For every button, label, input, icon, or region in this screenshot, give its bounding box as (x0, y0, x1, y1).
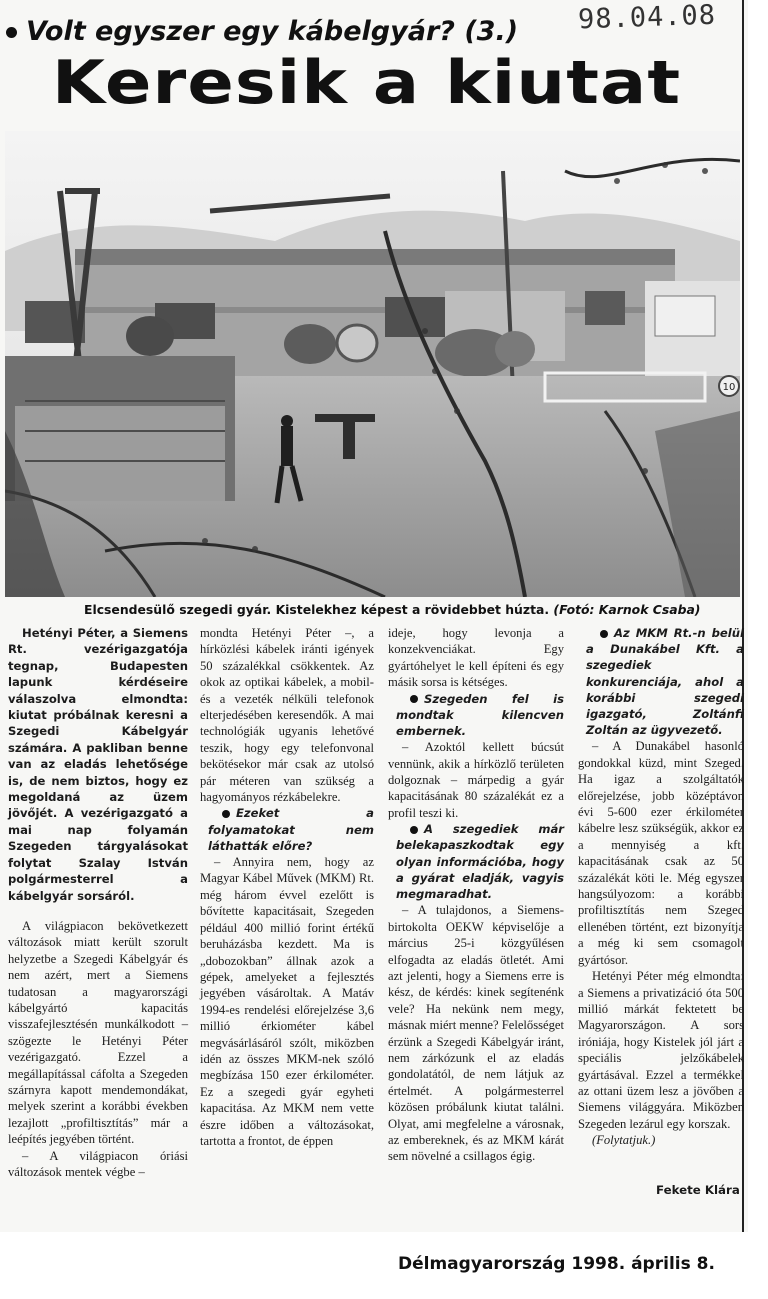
photo-credit: (Fotó: Karnok Csaba) (553, 602, 701, 617)
paragraph: – A világpiacon óriási változások mentek végbe – (8, 1148, 188, 1179)
bullet-icon (410, 826, 418, 834)
headline: Keresik a kiutat (52, 48, 682, 118)
paragraph: mondta Hetényi Péter –, a hírközlési kábelek iránti igények 50 százalékkal csökkentek. Az okok az optikai kábelek, a mobil- és a vezeték nélküli telefonok elterjedésében keresendők. A mai technológiák ugyanis lehetővé teszik, hogy egy telefonvonal bekötésekor már csak az utolsó pár méteren van szükség a hagyományos rézkábelekre. (200, 626, 374, 805)
article-column-3 (388, 625, 564, 1165)
paragraph: ideje, hogy levonja a konzekvenciákat. Egy gyártóhelyet le kell építeni és egy másik sorsa is kétséges. (388, 626, 564, 690)
factory-photo (5, 131, 740, 597)
article-column-1 (8, 625, 188, 1180)
handwritten-date: 98.04.08 (577, 0, 717, 36)
speed-sign-number: 10 (722, 382, 736, 393)
question-text: A szegediek már belekapaszkodtak egy olyan információba, hogy a gyárat eladják, vagyis megmaradhat. (396, 822, 564, 902)
article-column-2 (200, 625, 374, 1149)
paragraph: Hetényi Péter még elmondta: a Siemens a privatizáció óta 500 millió márkát fektetett be Magyarországon. A sors iróniája, hogy Kistelek jól járt a speciális jelzőkábelek gyártásával. Ezzel a termékkel az ottani üzem lesz a jövőben a Siemens világgyára. Miközben Szegeden lezárul egy korszak. (578, 969, 744, 1131)
question (578, 625, 744, 738)
factory-photo-image (5, 131, 740, 597)
question (388, 691, 564, 740)
kicker (6, 16, 518, 47)
author-byline: Fekete Klára (656, 1183, 740, 1197)
bullet-icon (410, 695, 418, 703)
article-lead: Hetényi Péter, a Siemens Rt. vezérigazgatója tegnap, Budapesten lapunk kérdéseire válaszolva elmondta: kiutat próbálnak keresni a Szegedi Kábelgyár számára. A pakliban benne van az eladás lehetősége is, de nem biztos, hogy ez megoldaná az üzem jövőjét. A vezérigazgató a mai nap folyamán Szegeden tárgyalásokat folytat Szalay István polgármesterrel a kábelgyár sorsáról. (8, 626, 188, 903)
question-text: Szegeden fel is mondtak kilencven embernek. (396, 691, 564, 739)
photo-caption (84, 602, 700, 617)
paragraph: A világpiacon bekövetkezett változások miatt került szorult helyzetbe a Szegedi Kábelgyár és nem azért, mert a Siemens tudatosan a magyarországi kábelgyártó kapacitás visszafejlesztésén munkálkodott – szögezte le Hetényi Péter vezérigazgató. Ezzel a megállapítással cáfolta a Szegeden szárnyra kapott mendemondákat, melyek szerint a korábbi években lezajlott „profiltisztítás” már a leépítés jegyében történt. (8, 918, 188, 1147)
continued-note: (Folytatjuk.) (592, 1133, 656, 1148)
paragraph: – Azoktól kellett búcsút vennünk, akik a hírközlő területen dolgoznak – márpedig a gyár kapacitásának 80 százalékát ez a profil teszi ki. (388, 740, 564, 820)
paragraph: – A tulajdonos, a Siemens-birtokolta OEKW képviselője a március 25-i közgyűlésen elfogadta az eladás ötletét. Ami azt jelenti, hogy a Siemens erre is kész, de kérdés: kinek segítenénk vele? Ha nekünk nem megy, másnak miért menne? Felelősséget érzünk a Szegedi Kábelgyár iránt, nem zárkózunk el az eladás gondolatától, de nem látjuk az értelmét. A polgármesterrel közösen próbálunk kiutat találni. Olyat, ami megfelelne a városnak, az embereknek, és az MKM kárát sem növelné a csillagos égig. (388, 903, 564, 1164)
question-text: Az MKM Rt.-n belül a Dunakábel Kft. a szegediek konkurenciája, ahol a korábbi szegedi igazgató, Zoltánfi Zoltán az ügyvezető. (586, 626, 744, 738)
bullet-icon (6, 27, 17, 38)
bullet-icon (600, 630, 608, 638)
source-line: Délmagyarország 1998. április 8. (398, 1254, 715, 1274)
question-text: Ezeket a folyamatokat nem láthatták előre? (208, 806, 374, 853)
article-column-4 (578, 625, 744, 1149)
caption-text: Elcsendesülő szegedi gyár. Kistelekhez képest a rövidebbet húzta. (84, 602, 550, 617)
paragraph: – Annyira nem, hogy az Magyar Kábel Művek (MKM) Rt. még három évvel ezelőtt is bővítette kapacitásait, Szegeden például 400 millió forint értékű beruházásba kezdett. Ma is „dobozokban” állnak azok a gépek, amelyeket a fejlesztés jegyében vásároltak. A Matáv 1994-es rendelési előrejelzése 3,6 millió érkiométer kábel megvásárlásáról szólt, miközben idén az összes MKM-nek szóló megbízása 150 ezer érkilométer. Ez a szegedi gyár egyheti kapacitása. Az MKM nem vette észre időben a változásokat, tartotta a frontot, de éppen (200, 855, 374, 1148)
paragraph: – A Dunakábel hasonló gondokkal küzd, mint Szeged. Ha igaz a szolgáltatók előrejelzése, jobb középtávon évi 5-600 ezer érkilométer kábelre lesz szükségük, akkor ez a mennyiség a kft. kapacitásának csak az 50 százalékát köti le. Még egyszer hangsúlyozom: a korábbi profiltisztítás nem Szeged ellenében történt, ezt bizonyítja a még ki sem csomagolt gyártósor. (578, 739, 744, 967)
question (200, 805, 374, 854)
kicker-text: Volt egyszer egy kábelgyár? (3.) (26, 16, 519, 47)
bullet-icon (222, 810, 230, 818)
question (388, 821, 564, 902)
